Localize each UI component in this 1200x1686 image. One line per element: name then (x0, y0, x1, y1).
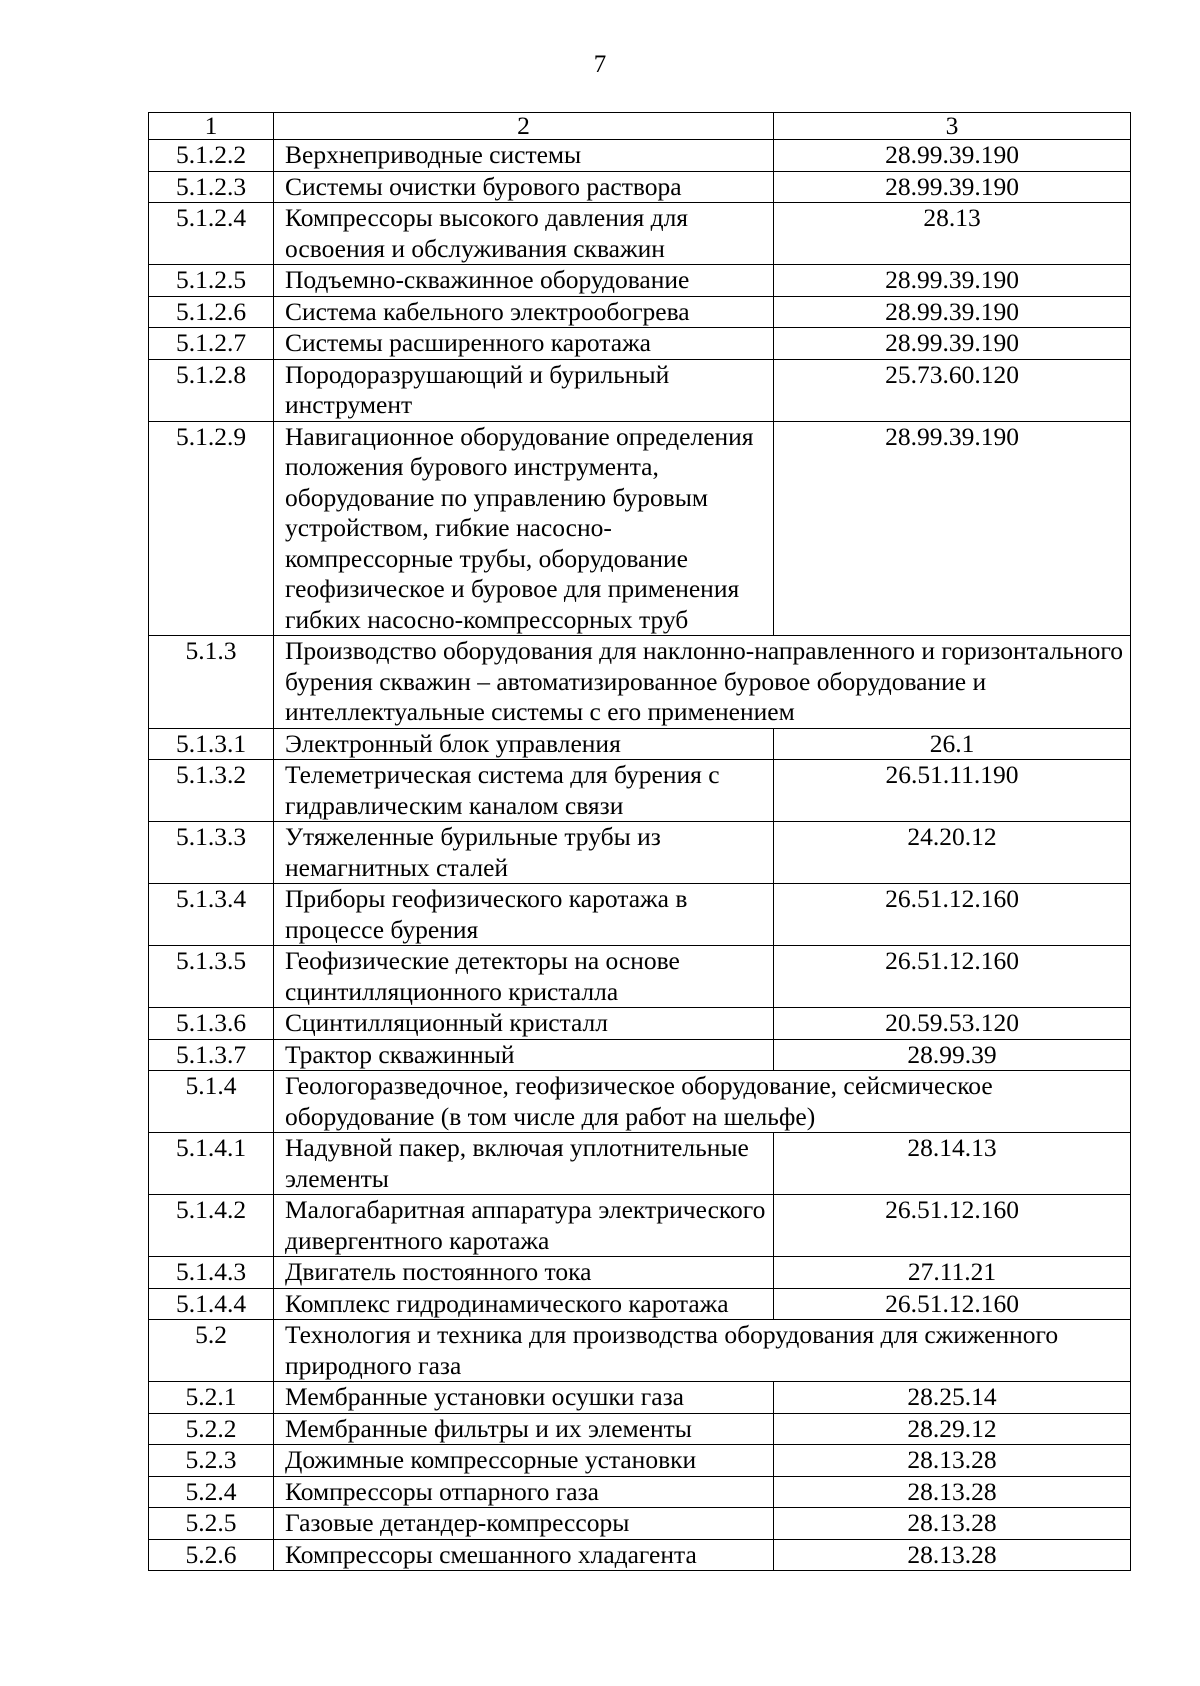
table-row (149, 265, 1131, 297)
table-section-row (149, 1071, 1131, 1133)
item-name-cell: Верхнеприводные системы (274, 140, 774, 172)
table-row (149, 1257, 1131, 1289)
row-number-cell: 5.1.3.7 (149, 1039, 274, 1071)
okpd-code-cell: 25.73.60.120 (774, 359, 1131, 421)
equipment-table (148, 112, 1131, 1571)
okpd-code-cell: 26.1 (774, 728, 1131, 760)
section-title-cell: Геологоразведочное, геофизическое оборудование, сейсмическое оборудование (в том числе для работ на шельфе) (274, 1071, 1131, 1133)
item-name-cell: Породоразрушающий и бурильный инструмент (274, 359, 774, 421)
table-row (149, 884, 1131, 946)
okpd-code-cell: 28.13.28 (774, 1476, 1131, 1508)
row-number-cell: 5.1.2.7 (149, 328, 274, 360)
table-row (149, 1039, 1131, 1071)
item-name-cell: Компрессоры высокого давления для освоения и обслуживания скважин (274, 203, 774, 265)
item-name-cell: Телеметрическая система для бурения с гидравлическим каналом связи (274, 760, 774, 822)
row-number-cell: 5.1.3.1 (149, 728, 274, 760)
row-number-cell: 5.1.4.3 (149, 1257, 274, 1289)
table-row (149, 421, 1131, 636)
item-name-cell: Система кабельного электрообогрева (274, 296, 774, 328)
item-name-cell: Надувной пакер, включая уплотнительные элементы (274, 1133, 774, 1195)
row-number-cell: 5.2.5 (149, 1508, 274, 1540)
okpd-code-cell: 28.29.12 (774, 1413, 1131, 1445)
okpd-code-cell: 20.59.53.120 (774, 1008, 1131, 1040)
table-row (149, 359, 1131, 421)
table-row (149, 140, 1131, 172)
row-number-cell: 5.1.3.4 (149, 884, 274, 946)
page-number: 7 (593, 51, 607, 78)
row-number-cell: 5.1.3.2 (149, 760, 274, 822)
header-col-2: 2 (274, 113, 774, 140)
row-number-cell: 5.1.3.5 (149, 946, 274, 1008)
table-row (149, 1508, 1131, 1540)
row-number-cell: 5.1.3 (149, 636, 274, 729)
item-name-cell: Малогабаритная аппаратура электрического дивергентного каротажа (274, 1195, 774, 1257)
item-name-cell: Двигатель постоянного тока (274, 1257, 774, 1289)
row-number-cell: 5.1.4.2 (149, 1195, 274, 1257)
header-col-1: 1 (149, 113, 274, 140)
row-number-cell: 5.1.2.8 (149, 359, 274, 421)
okpd-code-cell: 28.99.39.190 (774, 328, 1131, 360)
item-name-cell: Электронный блок управления (274, 728, 774, 760)
table-section-row (149, 1320, 1131, 1382)
row-number-cell: 5.1.4 (149, 1071, 274, 1133)
okpd-code-cell: 26.51.11.190 (774, 760, 1131, 822)
table-row (149, 203, 1131, 265)
okpd-code-cell: 28.99.39 (774, 1039, 1131, 1071)
table-row (149, 1476, 1131, 1508)
table-section-row (149, 636, 1131, 729)
item-name-cell: Мембранные установки осушки газа (274, 1382, 774, 1414)
okpd-code-cell: 28.14.13 (774, 1133, 1131, 1195)
okpd-code-cell: 28.13.28 (774, 1539, 1131, 1571)
row-number-cell: 5.2.6 (149, 1539, 274, 1571)
table-row (149, 1008, 1131, 1040)
row-number-cell: 5.1.2.3 (149, 171, 274, 203)
table-row (149, 728, 1131, 760)
item-name-cell: Газовые детандер-компрессоры (274, 1508, 774, 1540)
header-col-3: 3 (774, 113, 1131, 140)
row-number-cell: 5.1.3.3 (149, 822, 274, 884)
table-row (149, 1133, 1131, 1195)
item-name-cell: Компрессоры смешанного хладагента (274, 1539, 774, 1571)
item-name-cell: Комплекс гидродинамического каротажа (274, 1288, 774, 1320)
row-number-cell: 5.1.2.4 (149, 203, 274, 265)
okpd-code-cell: 28.13 (774, 203, 1131, 265)
item-name-cell: Сцинтилляционный кристалл (274, 1008, 774, 1040)
okpd-code-cell: 26.51.12.160 (774, 884, 1131, 946)
item-name-cell: Мембранные фильтры и их элементы (274, 1413, 774, 1445)
item-name-cell: Системы очистки бурового раствора (274, 171, 774, 203)
row-number-cell: 5.1.2.9 (149, 421, 274, 636)
row-number-cell: 5.2.2 (149, 1413, 274, 1445)
okpd-code-cell: 28.99.39.190 (774, 421, 1131, 636)
row-number-cell: 5.1.4.1 (149, 1133, 274, 1195)
table-row (149, 946, 1131, 1008)
item-name-cell: Навигационное оборудование определения положения бурового инструмента, оборудование по управлению буровым устройством, гибкие насосно-компрессорные трубы, оборудование геофизическое и буровое для применения гибких насосно-компрессорных труб (274, 421, 774, 636)
row-number-cell: 5.1.2.5 (149, 265, 274, 297)
okpd-code-cell: 28.99.39.190 (774, 265, 1131, 297)
table-row (149, 296, 1131, 328)
item-name-cell: Дожимные компрессорные установки (274, 1445, 774, 1477)
row-number-cell: 5.2.1 (149, 1382, 274, 1414)
table-body (149, 113, 1131, 1571)
section-title-cell: Технология и техника для производства оборудования для сжиженного природного газа (274, 1320, 1131, 1382)
section-title-cell: Производство оборудования для наклонно-направленного и горизонтального бурения скважин – автоматизированное буровое оборудование и интеллектуальные системы с его применением (274, 636, 1131, 729)
item-name-cell: Приборы геофизического каротажа в процессе бурения (274, 884, 774, 946)
okpd-code-cell: 28.13.28 (774, 1445, 1131, 1477)
table-row (149, 760, 1131, 822)
item-name-cell: Системы расширенного каротажа (274, 328, 774, 360)
row-number-cell: 5.2 (149, 1320, 274, 1382)
item-name-cell: Трактор скважинный (274, 1039, 774, 1071)
okpd-code-cell: 26.51.12.160 (774, 1195, 1131, 1257)
row-number-cell: 5.2.4 (149, 1476, 274, 1508)
row-number-cell: 5.1.2.2 (149, 140, 274, 172)
item-name-cell: Утяжеленные бурильные трубы из немагнитных сталей (274, 822, 774, 884)
table-row (149, 1288, 1131, 1320)
row-number-cell: 5.1.4.4 (149, 1288, 274, 1320)
okpd-code-cell: 28.13.28 (774, 1508, 1131, 1540)
okpd-code-cell: 28.99.39.190 (774, 171, 1131, 203)
row-number-cell: 5.2.3 (149, 1445, 274, 1477)
table-row (149, 822, 1131, 884)
okpd-code-cell: 26.51.12.160 (774, 946, 1131, 1008)
table-row (149, 1445, 1131, 1477)
row-number-cell: 5.1.2.6 (149, 296, 274, 328)
item-name-cell: Геофизические детекторы на основе сцинтилляционного кристалла (274, 946, 774, 1008)
okpd-code-cell: 27.11.21 (774, 1257, 1131, 1289)
okpd-code-cell: 28.99.39.190 (774, 140, 1131, 172)
table-row (149, 171, 1131, 203)
table-header-row (149, 113, 1131, 140)
table-row (149, 1382, 1131, 1414)
okpd-code-cell: 24.20.12 (774, 822, 1131, 884)
table-row (149, 328, 1131, 360)
okpd-code-cell: 26.51.12.160 (774, 1288, 1131, 1320)
table-row (149, 1195, 1131, 1257)
item-name-cell: Подъемно-скважинное оборудование (274, 265, 774, 297)
okpd-code-cell: 28.99.39.190 (774, 296, 1131, 328)
row-number-cell: 5.1.3.6 (149, 1008, 274, 1040)
okpd-code-cell: 28.25.14 (774, 1382, 1131, 1414)
table-row (149, 1539, 1131, 1571)
item-name-cell: Компрессоры отпарного газа (274, 1476, 774, 1508)
table-row (149, 1413, 1131, 1445)
